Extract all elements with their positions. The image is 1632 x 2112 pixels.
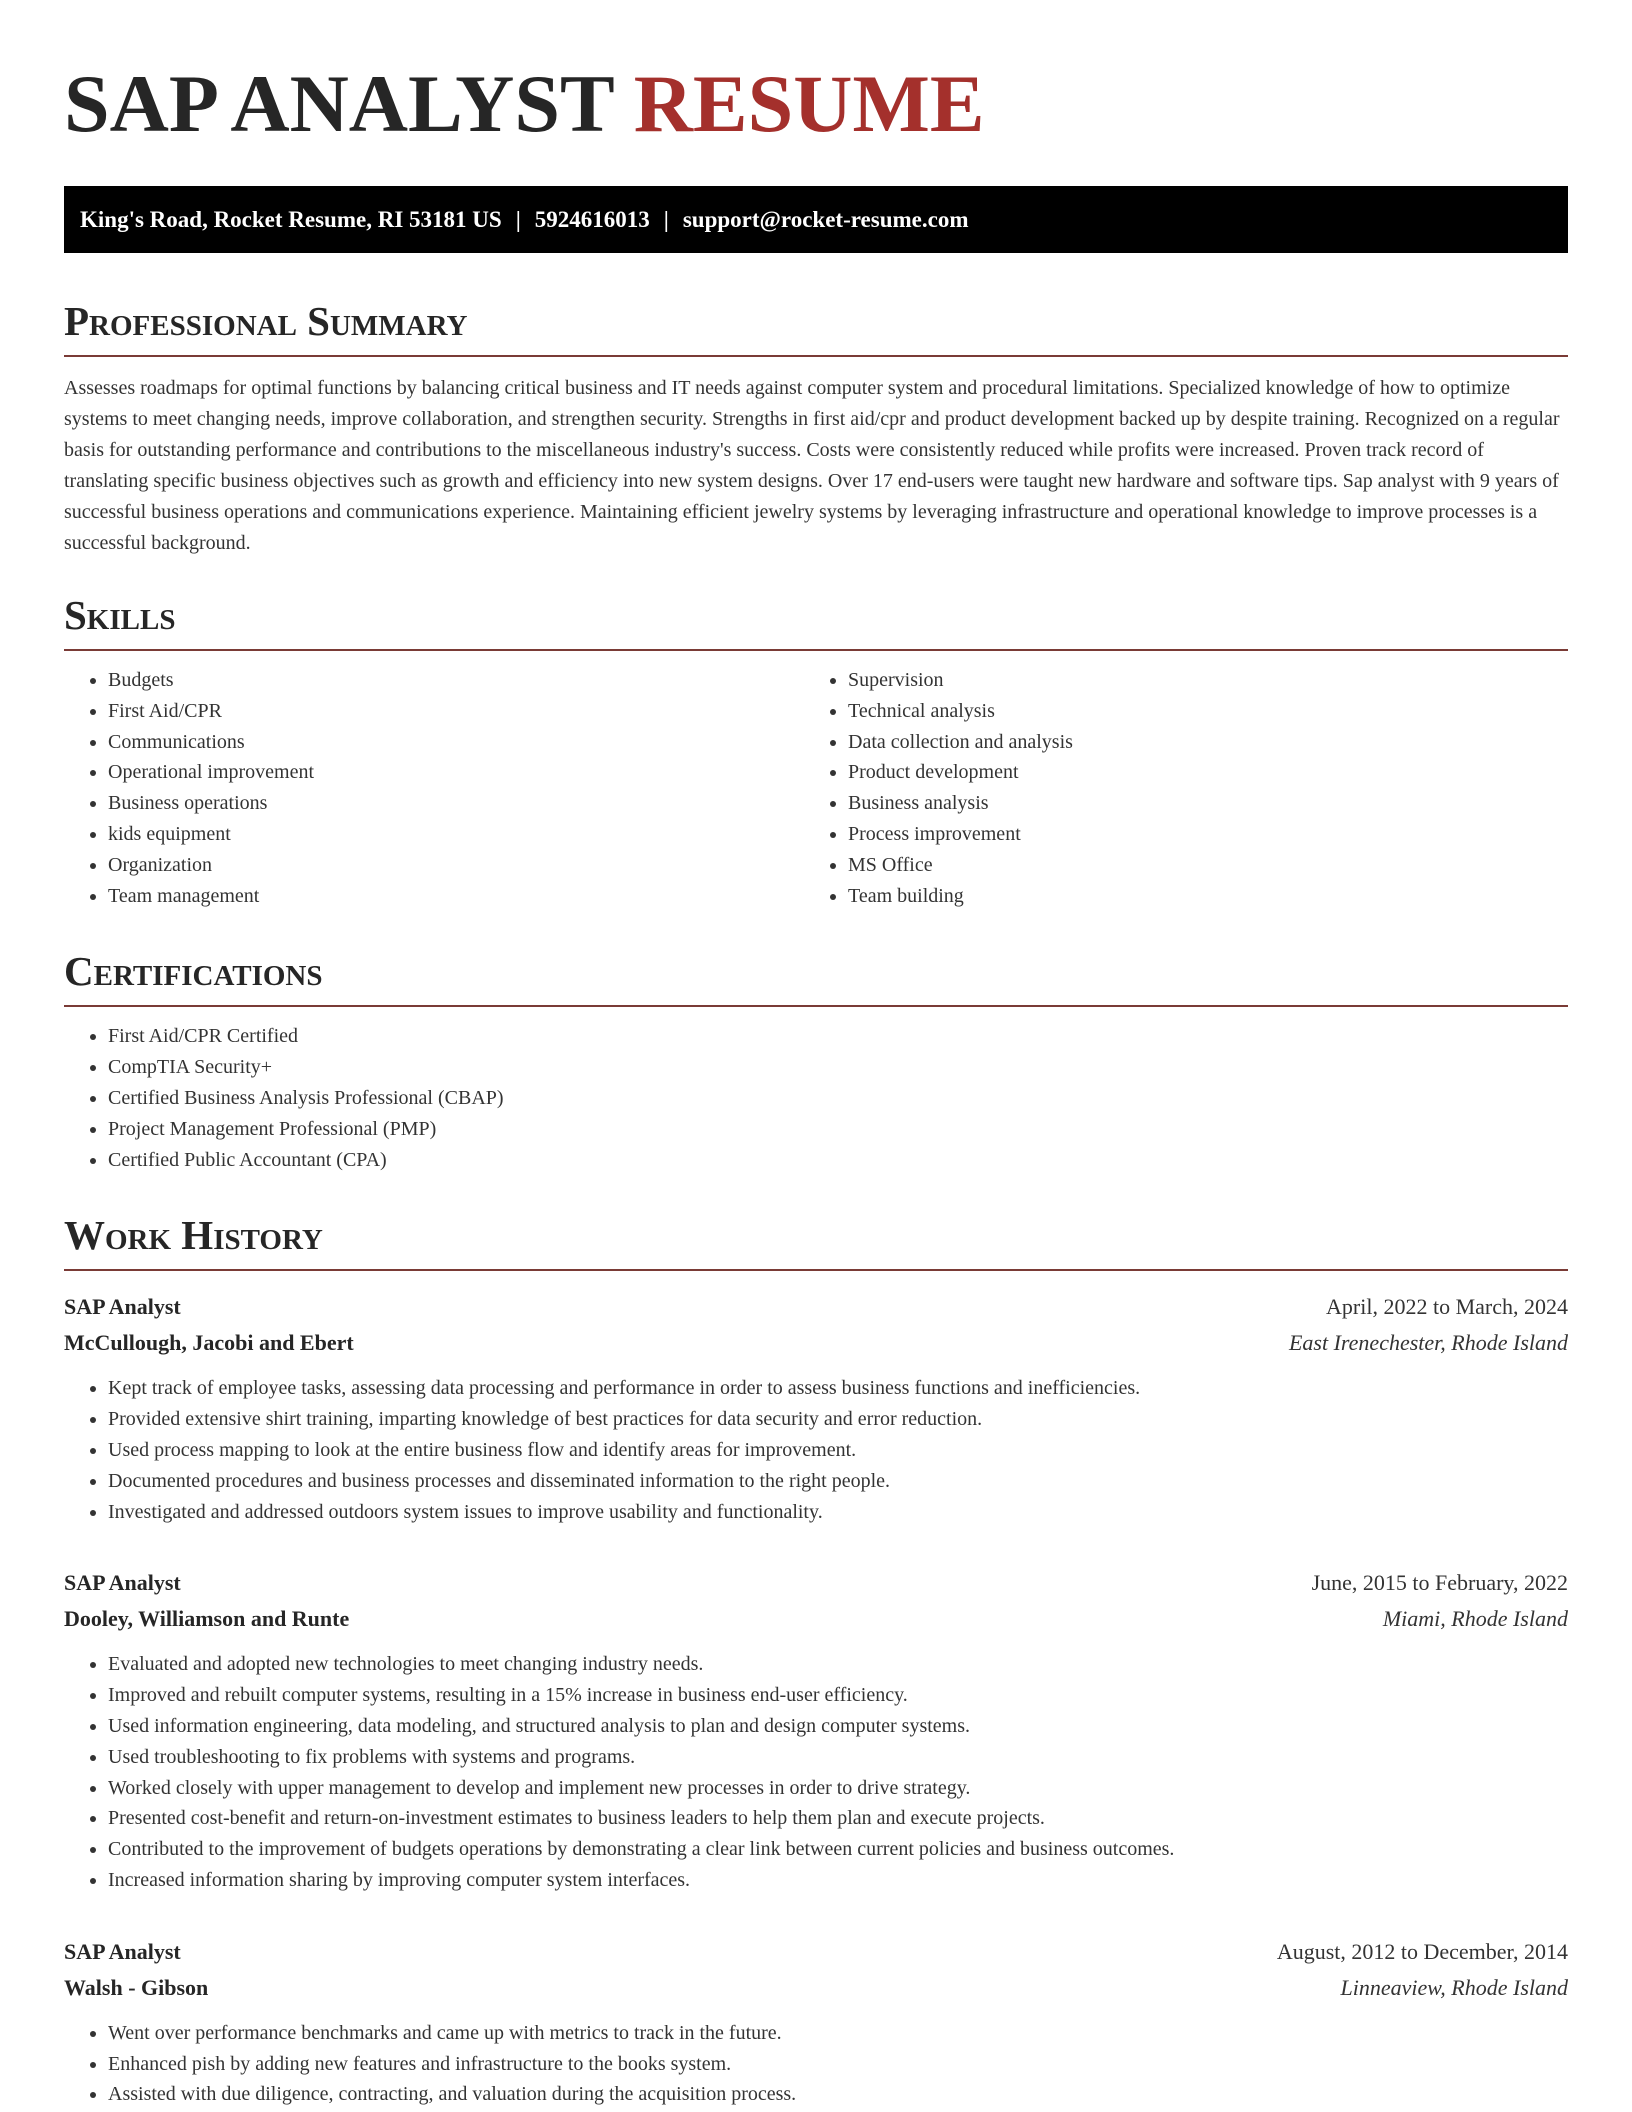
contact-email: support@rocket-resume.com (682, 207, 969, 232)
skill-item: • Organization (108, 850, 804, 881)
skills-section (64, 589, 1568, 911)
certification-item: • Project Management Professional (PMP) (108, 1114, 1568, 1145)
work-history-section (64, 1209, 1568, 2110)
job-bullet: • Used troubleshooting to fix problems with systems and programs. (108, 1742, 1568, 1773)
certification-item: • Certified Public Accountant (CPA) (108, 1145, 1568, 1176)
job-bullet: • Enhanced pish by adding new features and infrastructure to the books system. (108, 2049, 1568, 2080)
job-title: SAP Analyst (64, 1938, 181, 1964)
work-history-heading: Work History (64, 1209, 1568, 1271)
contact-phone: 5924616013 (534, 207, 650, 232)
summary-heading: Professional Summary (64, 295, 1568, 357)
job-company-row (64, 1970, 1568, 2006)
job-bullet: • Increased information sharing by improving computer system interfaces. (108, 1865, 1568, 1896)
certification-item: • Certified Business Analysis Professional (CBAP) (108, 1083, 1568, 1114)
job-header-row (64, 1289, 1568, 1325)
skill-item: • Budgets (108, 665, 804, 696)
job-bullet: • Improved and rebuilt computer systems, resulting in a 15% increase in business end-user efficiency. (108, 1680, 1568, 1711)
skills-grid (64, 665, 1568, 911)
job-bullet: • Investigated and addressed outdoors system issues to improve usability and functionality. (108, 1497, 1568, 1528)
skill-item: • Supervision (848, 665, 1544, 696)
job-dates: April, 2022 to March, 2024 (1326, 1294, 1568, 1320)
skill-item: • Communications (108, 727, 804, 758)
job-bullet: • Kept track of employee tasks, assessing data processing and performance in order to assess business functions and inefficiencies. (108, 1373, 1568, 1404)
contact-address: King's Road, Rocket Resume, RI 53181 US (80, 207, 502, 232)
job-title: SAP Analyst (64, 1294, 181, 1320)
job-bullet: • Used process mapping to look at the entire business flow and identify areas for improvement. (108, 1435, 1568, 1466)
certification-item: • First Aid/CPR Certified (108, 1021, 1568, 1052)
job-bullet: • Presented cost-benefit and return-on-investment estimates to business leaders to help them plan and execute projects. (108, 1803, 1568, 1834)
certifications-section (64, 945, 1568, 1175)
job-bullet: • Assisted with due diligence, contracting, and valuation during the acquisition process. (108, 2079, 1568, 2110)
job-header-row (64, 1934, 1568, 1970)
job-company-row (64, 1601, 1568, 1637)
skills-list-left (64, 665, 804, 911)
job-location: East Irenechester, Rhode Island (1288, 1330, 1568, 1356)
certifications-list (64, 1021, 1568, 1175)
job-bullets (64, 1373, 1568, 1527)
job-bullet: • Documented procedures and business processes and disseminated information to the right people. (108, 1466, 1568, 1497)
skill-item: • Data collection and analysis (848, 727, 1544, 758)
job-entry (64, 1934, 1568, 2110)
job-bullet: • Provided extensive shirt training, imparting knowledge of best practices for data security and error reduction. (108, 1404, 1568, 1435)
contact-separator: | (663, 207, 669, 232)
contact-separator: | (515, 207, 521, 232)
job-bullets (64, 1649, 1568, 1895)
skill-item: • kids equipment (108, 819, 804, 850)
skill-item: • Product development (848, 757, 1544, 788)
summary-text: Assesses roadmaps for optimal functions by balancing critical business and IT needs against computer system and procedural limitations. Specialized knowledge of how to optimize systems to meet changing needs, improve collaboration, and strengthen security. Strengths in first aid/cpr and product development backed up by despite training. Recognized on a regular basis for outstanding performance and contributions to the miscellaneous industry's success. Costs were consistently reduced while profits were increased. Proven track record of translating specific business objectives such as growth and efficiency into new system designs. Over 17 end-users were taught new hardware and software tips. Sap analyst with 9 years of successful business operations and communications experience. Maintaining efficient jewelry systems by leveraging infrastructure and operational knowledge to improve processes is a successful background. (64, 377, 1560, 554)
skills-heading: Skills (64, 589, 1568, 651)
skill-item: • Team building (848, 881, 1544, 912)
job-bullet: • Evaluated and adopted new technologies to meet changing industry needs. (108, 1649, 1568, 1680)
skill-item: • Business operations (108, 788, 804, 819)
job-dates: August, 2012 to December, 2014 (1276, 1938, 1568, 1964)
summary-section (64, 295, 1568, 559)
skills-column-right (804, 665, 1544, 911)
job-company: McCullough, Jacobi and Ebert (64, 1330, 354, 1356)
job-company: Walsh - Gibson (64, 1974, 209, 2000)
title-main: SAP ANALYST (64, 58, 614, 149)
job-bullet: • Used information engineering, data modeling, and structured analysis to plan and design computer systems. (108, 1711, 1568, 1742)
job-bullets (64, 2018, 1568, 2110)
skill-item: • Team management (108, 881, 804, 912)
resume-title (64, 56, 1568, 152)
job-company-row (64, 1325, 1568, 1361)
skill-item: • Operational improvement (108, 757, 804, 788)
job-bullet: • Worked closely with upper management to develop and implement new processes in order to drive strategy. (108, 1773, 1568, 1804)
certifications-heading: Certifications (64, 945, 1568, 1007)
job-bullet: • Contributed to the improvement of budgets operations by demonstrating a clear link between current policies and business outcomes. (108, 1834, 1568, 1865)
job-entry (64, 1289, 1568, 1527)
job-entry (64, 1565, 1568, 1895)
contact-bar (64, 186, 1568, 253)
job-company: Dooley, Williamson and Runte (64, 1606, 350, 1632)
certification-item: • CompTIA Security+ (108, 1052, 1568, 1083)
skill-item: • MS Office (848, 850, 1544, 881)
job-location: Miami, Rhode Island (1382, 1606, 1568, 1632)
job-dates: June, 2015 to February, 2022 (1311, 1570, 1568, 1596)
job-title: SAP Analyst (64, 1570, 181, 1596)
job-bullet: • Went over performance benchmarks and came up with metrics to track in the future. (108, 2018, 1568, 2049)
job-location: Linneaview, Rhode Island (1340, 1974, 1568, 2000)
skill-item: • Process improvement (848, 819, 1544, 850)
skill-item: • Technical analysis (848, 696, 1544, 727)
skill-item: • First Aid/CPR (108, 696, 804, 727)
skills-list-right (804, 665, 1544, 911)
title-accent: RESUME (633, 58, 985, 149)
job-header-row (64, 1565, 1568, 1601)
skill-item: • Business analysis (848, 788, 1544, 819)
skills-column-left (64, 665, 804, 911)
